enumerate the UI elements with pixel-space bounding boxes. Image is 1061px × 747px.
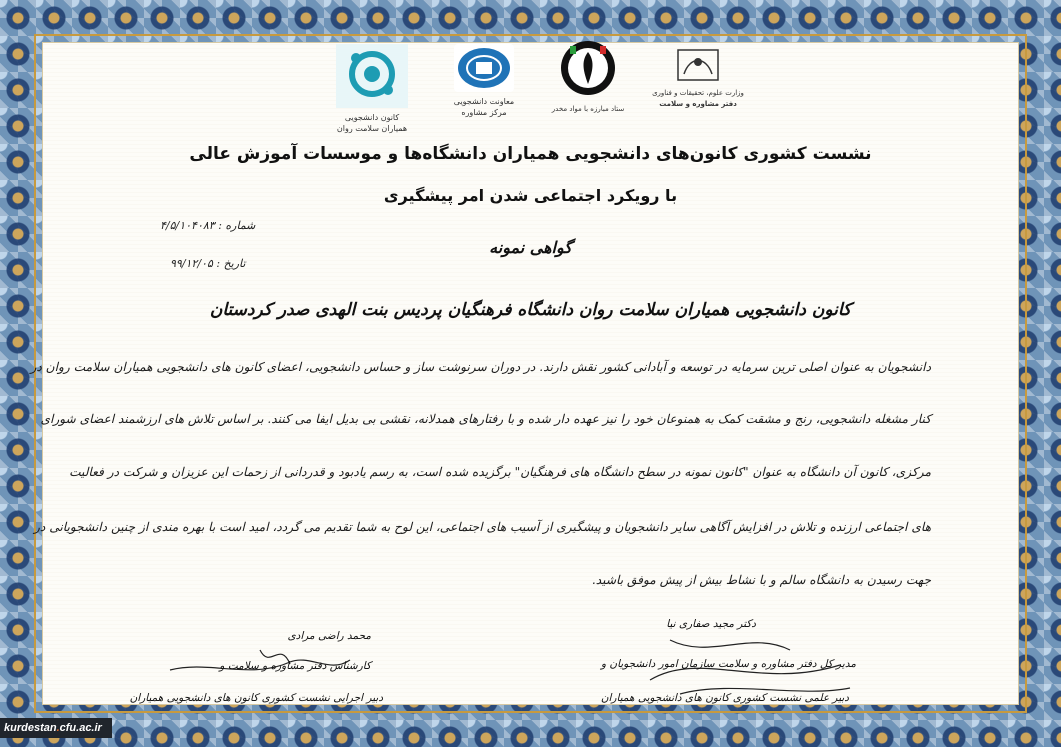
body-line: جهت رسیدن به دانشگاه سالم و با نشاط بیش از پیش موفق باشید. xyxy=(591,573,931,587)
certificate-date xyxy=(170,257,245,270)
ministry-emblem-icon xyxy=(676,46,720,84)
ministry-caption-1: وزارت علوم، تحقیقات و فناوری xyxy=(652,89,744,97)
university-emblem-icon xyxy=(454,44,514,92)
certificate-title: گواهی نمونه xyxy=(489,238,572,257)
right-signatory-name: دکتر مجید صفاری نیا xyxy=(666,618,756,630)
setad-caption: ستاد مبارزه با مواد مخدر xyxy=(551,105,625,113)
setad-logo xyxy=(548,40,628,115)
ministry-caption-2: دفتر مشاوره و سلامت xyxy=(659,100,737,108)
kanoon-logo-caption: کانون دانشجویی همیاران سلامت روان xyxy=(336,113,408,133)
university-caption-1: معاونت دانشجویی xyxy=(453,97,515,106)
university-caption-2: مرکز مشاوره xyxy=(461,108,507,117)
body-line: کنار مشغله دانشجویی، رنج و مشقت کمک به همنوعان خود را نیز عهده دار شده و با رفتارهای همدلانه، نقشی بی بدیل ایفا می کنند. بر اساس تلاش های ارزشمند اعضای شورای xyxy=(40,412,931,426)
ministry-logo xyxy=(652,46,744,110)
right-signatory-role-1: مدیر کل دفتر مشاوره و سلامت سازمان امور دانشجویان و xyxy=(600,658,856,670)
site-watermark xyxy=(0,718,112,738)
body-line: مرکزی، کانون آن دانشگاه به عنوان "کانون نمونه در سطح دانشگاه های فرهنگیان" برگزیده شده است، به رسم یادبود و قدردانی از زحمات این عزیزان و شرکت در فعالیت xyxy=(69,465,931,479)
tehran-university-logo xyxy=(448,44,520,118)
number-label: شماره : xyxy=(218,219,256,232)
left-signatory-name: محمد راضی مرادی xyxy=(287,630,371,642)
setad-emblem-icon xyxy=(556,40,620,100)
left-signatory-role-1: کارشناس دفتر مشاوره و سلامت و xyxy=(219,660,371,672)
number-value: ۴/۵/۱۰۴۰۸۳ xyxy=(160,219,215,232)
watermark-site: kurdestan xyxy=(4,722,57,734)
recipient-name: کانون دانشجویی همیاران سلامت روان دانشگاه فرهنگیان پردیس بنت الهدی صدر کردستان xyxy=(209,300,852,320)
right-signatory-role-2: دبیر علمی نشست کشوری کانون های دانشجویی همیاران xyxy=(600,692,849,704)
event-subtitle: با رویکرد اجتماعی شدن امر پیشگیری xyxy=(383,186,678,205)
event-title: نشست کشوری کانون‌های دانشجویی همیاران دانشگاه‌ها و موسسات آموزش عالی xyxy=(189,144,872,164)
watermark-domain: cfu.ac.ir xyxy=(59,722,102,734)
watermark-dot: . xyxy=(56,722,60,734)
kanoon-logo-icon xyxy=(336,44,408,108)
body-line: دانشجویان به عنوان اصلی ترین سرمایه در توسعه و آبادانی کشور نقش دارند. در دوران سرنوشت ساز و حساس دانشجویی، اعضای کانون های دانشجویی همیاران سلامت روان در xyxy=(30,360,931,374)
date-label: تاریخ : xyxy=(216,257,246,270)
date-value: ۹۹/۱۲/۰۵ xyxy=(170,257,213,270)
certificate-number xyxy=(160,219,255,232)
body-line: های اجتماعی ارزنده و تلاش در افزایش آگاهی سایر دانشجویان و پیشگیری از آسیب های اجتماعی، این لوح به شما تقدیم می گردد، امید است با بهره مندی از چنین دانشجویانی در xyxy=(34,520,931,534)
left-signatory-role-2: دبیر اجرایی نشست کشوری کانون های دانشجویی همیاران xyxy=(129,692,383,704)
kanoon-hamyaran-logo xyxy=(336,44,408,134)
